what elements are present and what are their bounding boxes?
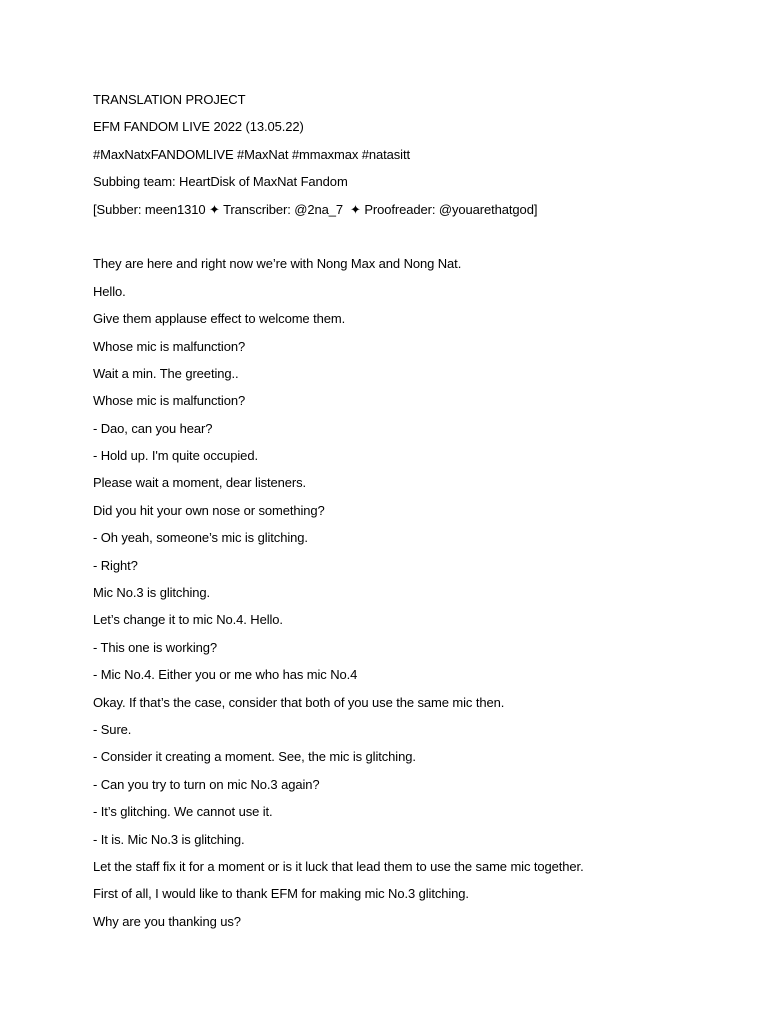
transcript-line: Please wait a moment, dear listeners. <box>93 475 307 491</box>
transcript-line: Did you hit your own nose or something? <box>93 502 325 518</box>
transcript-line: Hello. <box>93 283 126 299</box>
transcript-line: - Hold up. I'm quite occupied. <box>93 448 258 464</box>
transcript-line: - Sure. <box>93 721 132 737</box>
event-title: EFM FANDOM LIVE 2022 (13.05.22) <box>93 119 304 135</box>
transcript-line: Let the staff fix it for a moment or is it luck that lead them to use the same mic together. <box>93 858 584 874</box>
transcript-line: Wait a min. The greeting.. <box>93 365 239 381</box>
document-body <box>93 86 713 935</box>
blank-line <box>93 223 713 250</box>
transcript-line: - It is. Mic No.3 is glitching. <box>93 831 245 847</box>
transcript-line: - This one is working? <box>93 639 218 655</box>
credits: [Subber: meen1310 ✦ Transcriber: @2na_7 ✦ Proofreader: @youarethatgod] <box>93 201 538 217</box>
project-title: TRANSLATION PROJECT <box>93 92 246 107</box>
transcript-line: - Mic No.4. Either you or me who has mic No.4 <box>93 667 358 683</box>
transcript-line: - Consider it creating a moment. See, the mic is glitching. <box>93 749 416 765</box>
transcript-line: Okay. If that’s the case, consider that both of you use the same mic then. <box>93 694 505 710</box>
transcript-line: Whose mic is malfunction? <box>93 338 246 354</box>
subbing-team: Subbing team: HeartDisk of MaxNat Fandom <box>93 174 348 190</box>
transcript-line: They are here and right now we’re with Nong Max and Nong Nat. <box>93 256 462 272</box>
transcript-line: Mic No.3 is glitching. <box>93 585 211 601</box>
transcript-line: - It’s glitching. We cannot use it. <box>93 804 273 820</box>
transcript-line: - Dao, can you hear? <box>93 420 213 436</box>
transcript-line: - Can you try to turn on mic No.3 again? <box>93 776 320 792</box>
transcript-line: Why are you thanking us? <box>93 913 241 929</box>
transcript-line: Let’s change it to mic No.4. Hello. <box>93 612 283 628</box>
transcript-line: - Right? <box>93 557 138 573</box>
hashtags: #MaxNatxFANDOMLIVE #MaxNat #mmaxmax #natasitt <box>93 146 410 162</box>
transcript-block <box>93 250 713 935</box>
transcript-line: Give them applause effect to welcome them. <box>93 311 346 327</box>
header-block <box>93 86 713 223</box>
transcript-line: - Oh yeah, someone’s mic is glitching. <box>93 530 308 546</box>
transcript-line: Whose mic is malfunction? <box>93 393 246 409</box>
transcript-line: First of all, I would like to thank EFM for making mic No.3 glitching. <box>93 886 469 902</box>
